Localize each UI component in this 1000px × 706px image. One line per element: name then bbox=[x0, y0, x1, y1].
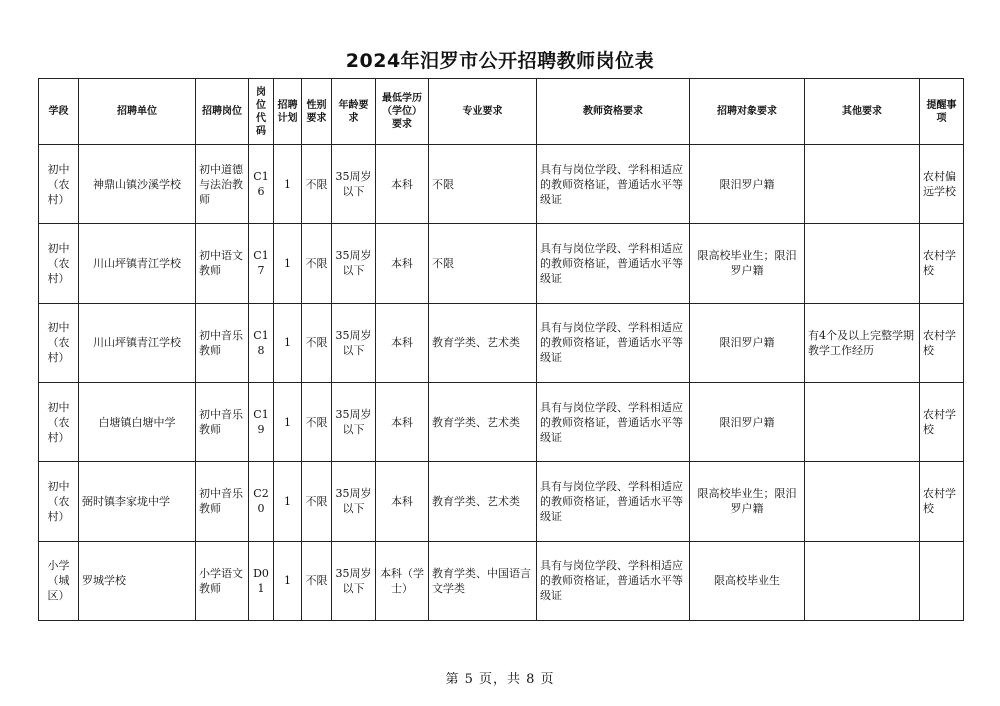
cell-edu: 本科 bbox=[376, 382, 429, 461]
header-other: 其他要求 bbox=[805, 79, 920, 145]
cell-note bbox=[920, 541, 964, 620]
cell-gender: 不限 bbox=[302, 382, 332, 461]
cell-stage: 初中（农村） bbox=[39, 382, 79, 461]
header-cert: 教师资格要求 bbox=[537, 79, 690, 145]
header-stage: 学段 bbox=[39, 79, 79, 145]
cell-unit: 川山坪镇青江学校 bbox=[79, 303, 196, 382]
cell-edu: 本科 bbox=[376, 145, 429, 224]
table-row bbox=[39, 541, 964, 620]
header-code: 岗位代码 bbox=[249, 79, 274, 145]
page-footer: 第 5 页，共 8 页 bbox=[445, 672, 555, 687]
cell-code: C17 bbox=[249, 224, 274, 303]
cell-post: 初中语文教师 bbox=[196, 224, 249, 303]
cell-target: 限高校毕业生 bbox=[690, 541, 805, 620]
cell-unit: 神鼎山镇沙溪学校 bbox=[79, 145, 196, 224]
cell-age: 35周岁以下 bbox=[332, 145, 376, 224]
cell-major: 教育学类、艺术类 bbox=[429, 303, 537, 382]
header-age: 年龄要求 bbox=[332, 79, 376, 145]
cell-age: 35周岁以下 bbox=[332, 382, 376, 461]
cell-unit: 罗城学校 bbox=[79, 541, 196, 620]
cell-edu: 本科 bbox=[376, 462, 429, 541]
cell-stage: 初中（农村） bbox=[39, 462, 79, 541]
page-title: 2024年汨罗市公开招聘教师岗位表 bbox=[345, 50, 655, 72]
cell-cert: 具有与岗位学段、学科相适应的教师资格证，普通话水平等级证 bbox=[537, 224, 690, 303]
cell-plan: 1 bbox=[274, 224, 302, 303]
cell-edu: 本科（学士） bbox=[376, 541, 429, 620]
cell-cert: 具有与岗位学段、学科相适应的教师资格证，普通话水平等级证 bbox=[537, 462, 690, 541]
cell-age: 35周岁以下 bbox=[332, 224, 376, 303]
cell-code: C18 bbox=[249, 303, 274, 382]
header-plan: 招聘计划 bbox=[274, 79, 302, 145]
table-row bbox=[39, 462, 964, 541]
cell-edu: 本科 bbox=[376, 303, 429, 382]
cell-cert: 具有与岗位学段、学科相适应的教师资格证，普通话水平等级证 bbox=[537, 541, 690, 620]
cell-other bbox=[805, 382, 920, 461]
cell-other bbox=[805, 145, 920, 224]
cell-cert: 具有与岗位学段、学科相适应的教师资格证，普通话水平等级证 bbox=[537, 382, 690, 461]
cell-age: 35周岁以下 bbox=[332, 303, 376, 382]
cell-plan: 1 bbox=[274, 541, 302, 620]
cell-plan: 1 bbox=[274, 145, 302, 224]
cell-target: 限汨罗户籍 bbox=[690, 303, 805, 382]
cell-post: 初中音乐教师 bbox=[196, 462, 249, 541]
cell-post: 小学语文教师 bbox=[196, 541, 249, 620]
cell-stage: 初中（农村） bbox=[39, 145, 79, 224]
cell-gender: 不限 bbox=[302, 303, 332, 382]
header-unit: 招聘单位 bbox=[79, 79, 196, 145]
cell-major: 不限 bbox=[429, 145, 537, 224]
cell-plan: 1 bbox=[274, 303, 302, 382]
table-row bbox=[39, 382, 964, 461]
cell-other: 有4个及以上完整学期教学工作经历 bbox=[805, 303, 920, 382]
cell-unit: 川山坪镇青江学校 bbox=[79, 224, 196, 303]
cell-gender: 不限 bbox=[302, 541, 332, 620]
cell-code: C20 bbox=[249, 462, 274, 541]
cell-gender: 不限 bbox=[302, 224, 332, 303]
cell-major: 教育学类、中国语言文学类 bbox=[429, 541, 537, 620]
recruitment-table bbox=[38, 78, 964, 621]
cell-note: 农村学校 bbox=[920, 303, 964, 382]
cell-age: 35周岁以下 bbox=[332, 462, 376, 541]
header-row bbox=[39, 79, 964, 145]
header-target: 招聘对象要求 bbox=[690, 79, 805, 145]
cell-post: 初中音乐教师 bbox=[196, 303, 249, 382]
cell-gender: 不限 bbox=[302, 462, 332, 541]
cell-major: 教育学类、艺术类 bbox=[429, 382, 537, 461]
cell-other bbox=[805, 462, 920, 541]
cell-code: C19 bbox=[249, 382, 274, 461]
cell-post: 初中音乐教师 bbox=[196, 382, 249, 461]
cell-major: 教育学类、艺术类 bbox=[429, 462, 537, 541]
cell-plan: 1 bbox=[274, 382, 302, 461]
cell-note: 农村偏远学校 bbox=[920, 145, 964, 224]
cell-cert: 具有与岗位学段、学科相适应的教师资格证，普通话水平等级证 bbox=[537, 145, 690, 224]
cell-note: 农村学校 bbox=[920, 462, 964, 541]
cell-code: D01 bbox=[249, 541, 274, 620]
cell-major: 不限 bbox=[429, 224, 537, 303]
header-edu: 最低学历（学位）要求 bbox=[376, 79, 429, 145]
cell-target: 限高校毕业生；限汨罗户籍 bbox=[690, 224, 805, 303]
header-note: 提醒事项 bbox=[920, 79, 964, 145]
table-row bbox=[39, 224, 964, 303]
cell-target: 限汨罗户籍 bbox=[690, 145, 805, 224]
cell-stage: 初中（农村） bbox=[39, 303, 79, 382]
cell-note: 农村学校 bbox=[920, 382, 964, 461]
cell-other bbox=[805, 224, 920, 303]
cell-target: 限高校毕业生；限汨罗户籍 bbox=[690, 462, 805, 541]
cell-cert: 具有与岗位学段、学科相适应的教师资格证，普通话水平等级证 bbox=[537, 303, 690, 382]
cell-age: 35周岁以下 bbox=[332, 541, 376, 620]
cell-note: 农村学校 bbox=[920, 224, 964, 303]
header-gender: 性别要求 bbox=[302, 79, 332, 145]
cell-gender: 不限 bbox=[302, 145, 332, 224]
cell-unit: 白塘镇白塘中学 bbox=[79, 382, 196, 461]
table-row bbox=[39, 145, 964, 224]
header-post: 招聘岗位 bbox=[196, 79, 249, 145]
cell-code: C16 bbox=[249, 145, 274, 224]
cell-plan: 1 bbox=[274, 462, 302, 541]
cell-unit: 弼时镇李家垅中学 bbox=[79, 462, 196, 541]
header-major: 专业要求 bbox=[429, 79, 537, 145]
table-row bbox=[39, 303, 964, 382]
cell-stage: 小学（城区） bbox=[39, 541, 79, 620]
cell-stage: 初中（农村） bbox=[39, 224, 79, 303]
cell-edu: 本科 bbox=[376, 224, 429, 303]
cell-target: 限汨罗户籍 bbox=[690, 382, 805, 461]
cell-post: 初中道德与法治教师 bbox=[196, 145, 249, 224]
cell-other bbox=[805, 541, 920, 620]
